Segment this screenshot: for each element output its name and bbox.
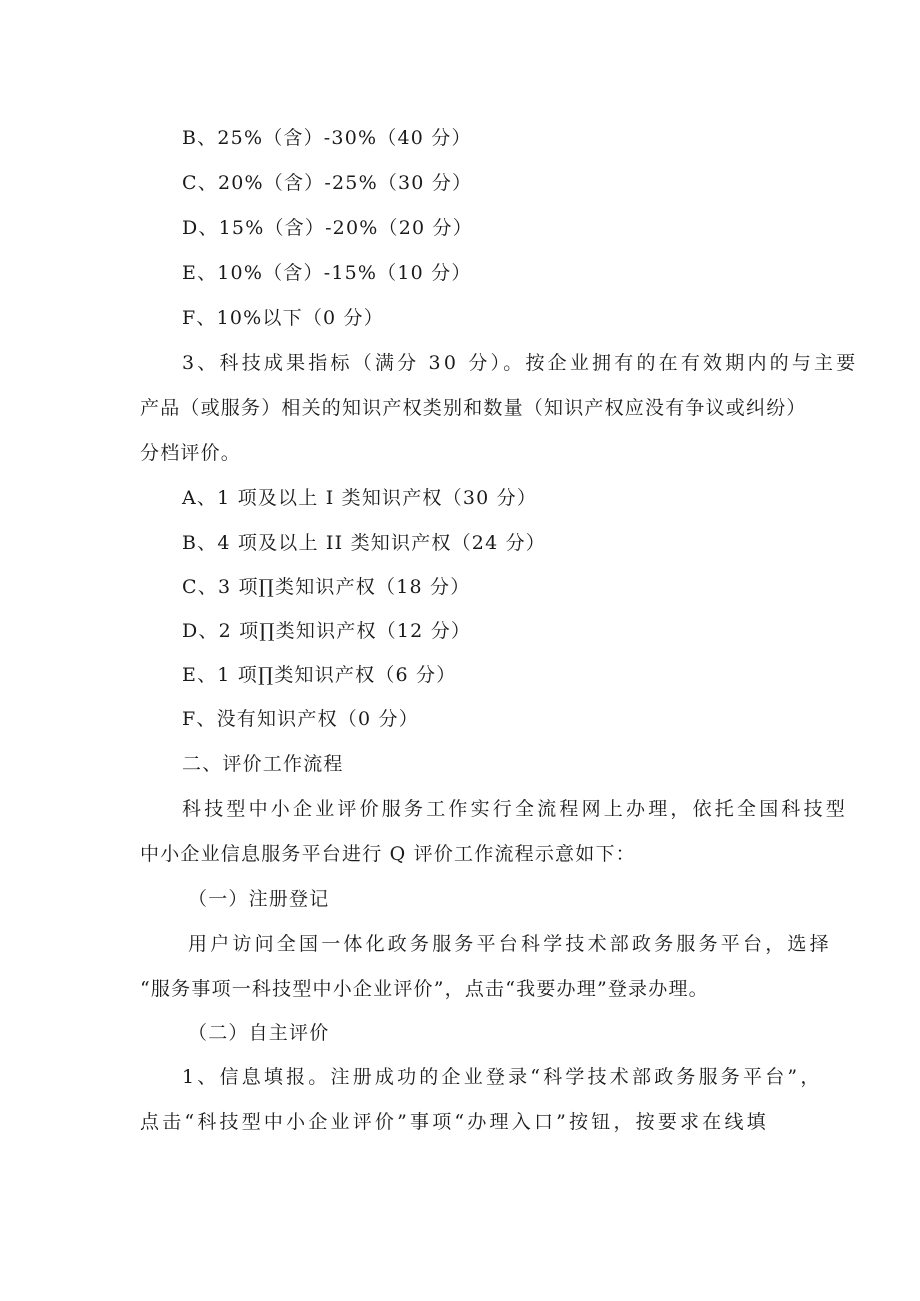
score-option-e-rd-ratio: E、10%（含）-15%（10 分）: [182, 262, 472, 284]
section-heading-evaluation-process: 二、评价工作流程: [182, 753, 344, 775]
score-option-f-rd-ratio: F、10%以下（0 分）: [182, 307, 384, 329]
tech-achievement-indicator-paragraph-line-3: 分档评价。: [140, 442, 242, 464]
tech-achievement-indicator-paragraph-line-1: 3、科技成果指标（满分 30 分）。按企业拥有的在有效期内的与主要: [182, 352, 859, 374]
info-filing-paragraph-line-2: 点击“科技型中小企业评价”事项“办理入口”按钮，按要求在线填: [140, 1111, 769, 1133]
registration-paragraph-line-2: “服务事项一科技型中小企业评价”，点击“我要办理”登录办理。: [140, 978, 709, 1000]
registration-paragraph-line-1: 用户访问全国一体化政务服务平台科学技术部政务服务平台，选择: [188, 933, 832, 955]
score-option-d-rd-ratio: D、15%（含）-20%（20 分）: [182, 217, 473, 239]
ip-option-b: B、4 项及以上 II 类知识产权（24 分）: [182, 532, 546, 554]
subsection-heading-registration: （一）注册登记: [188, 888, 330, 910]
ip-option-d: D、2 项∏类知识产权（12 分）: [182, 620, 472, 642]
ip-option-f: F、没有知识产权（0 分）: [182, 708, 419, 730]
process-intro-paragraph-line-1: 科技型中小企业评价服务工作实行全流程网上办理，依托全国科技型: [182, 798, 849, 820]
process-intro-paragraph-line-2: 中小企业信息服务平台进行 Q 评价工作流程示意如下：: [140, 843, 636, 865]
ip-option-c: C、3 项∏类知识产权（18 分）: [182, 576, 471, 598]
score-option-c-rd-ratio: C、20%（含）-25%（30 分）: [182, 172, 473, 194]
ip-option-a: A、1 项及以上 I 类知识产权（30 分）: [182, 487, 538, 509]
subsection-heading-self-evaluation: （二）自主评价: [188, 1022, 330, 1044]
info-filing-paragraph-line-1: 1、信息填报。注册成功的企业登录“科学技术部政务服务平台”，: [182, 1066, 823, 1088]
score-option-b-rd-ratio: B、25%（含）-30%（40 分）: [182, 127, 472, 149]
tech-achievement-indicator-paragraph-line-2: 产品（或服务）相关的知识产权类别和数量（知识产权应没有争议或纠纷）: [140, 397, 807, 419]
ip-option-e: E、1 项∏类知识产权（6 分）: [182, 664, 457, 686]
